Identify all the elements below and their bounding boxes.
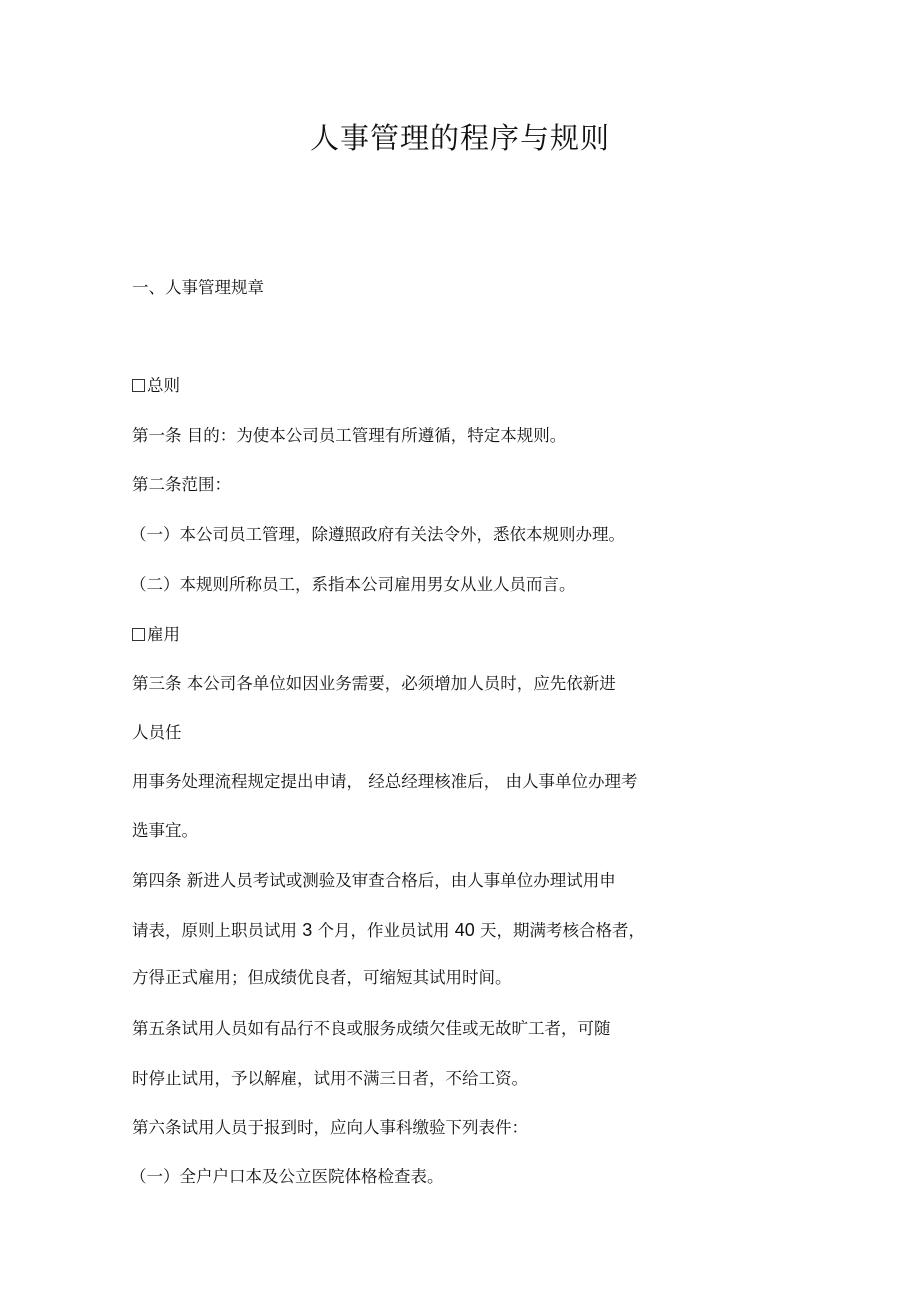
article-5-line-2: 时停止试用，予以解雇，试用不满三日者，不给工资。	[132, 1069, 528, 1088]
employment-heading-row	[132, 623, 180, 647]
general-heading-row	[132, 374, 180, 398]
general-heading: 总则	[147, 376, 180, 395]
article-1: 第一条 目的：为使本公司员工管理有所遵循，特定本规则。	[132, 426, 567, 445]
employment-heading: 雇用	[147, 625, 180, 644]
checkbox-icon	[132, 628, 145, 641]
article-3-line-1: 第三条 本公司各单位如因业务需要，必须增加人员时，应先依新进	[132, 674, 616, 693]
article-4-line-2	[132, 918, 645, 943]
trial-days-value: 40	[454, 920, 475, 940]
article-5-line-1: 第五条试用人员如有品行不良或服务成绩欠佳或无故旷工者，可随	[132, 1019, 611, 1038]
article-4-line-2-part-a: 请表，原则上职员试用	[132, 921, 303, 940]
article-4-line-1: 第四条 新进人员考试或测验及审查合格后，由人事单位办理试用申	[132, 871, 616, 890]
article-2-item-2: （二）本规则所称员工，系指本公司雇用男女从业人员而言。	[130, 575, 576, 594]
article-6-item-1: （一）全户户口本及公立医院体格检查表。	[130, 1167, 444, 1186]
document-title: 人事管理的程序与规则	[309, 121, 610, 155]
article-4-line-3: 方得正式雇用；但成绩优良者，可缩短其试用时间。	[132, 968, 512, 987]
article-4-line-2-part-c: 天，期满考核合格者，	[474, 921, 646, 940]
article-3-line-4: 选事宜。	[132, 821, 198, 840]
checkbox-icon	[132, 379, 145, 392]
article-2-item-1: （一）本公司员工管理，除遵照政府有关法令外，悉依本规则办理。	[130, 525, 625, 544]
article-2: 第二条范围：	[132, 475, 231, 494]
article-4-line-2-part-b: 个月，作业员试用	[312, 921, 455, 940]
article-3-line-2: 人员任	[132, 723, 182, 742]
article-6-line-1: 第六条试用人员于报到时，应向人事科缴验下列表件：	[132, 1118, 528, 1137]
article-3-line-3: 用事务处理流程规定提出申请， 经总经理核准后， 由人事单位办理考	[132, 772, 638, 791]
trial-months-value: 3	[302, 920, 313, 940]
section-heading: 一、人事管理规章	[132, 278, 264, 297]
